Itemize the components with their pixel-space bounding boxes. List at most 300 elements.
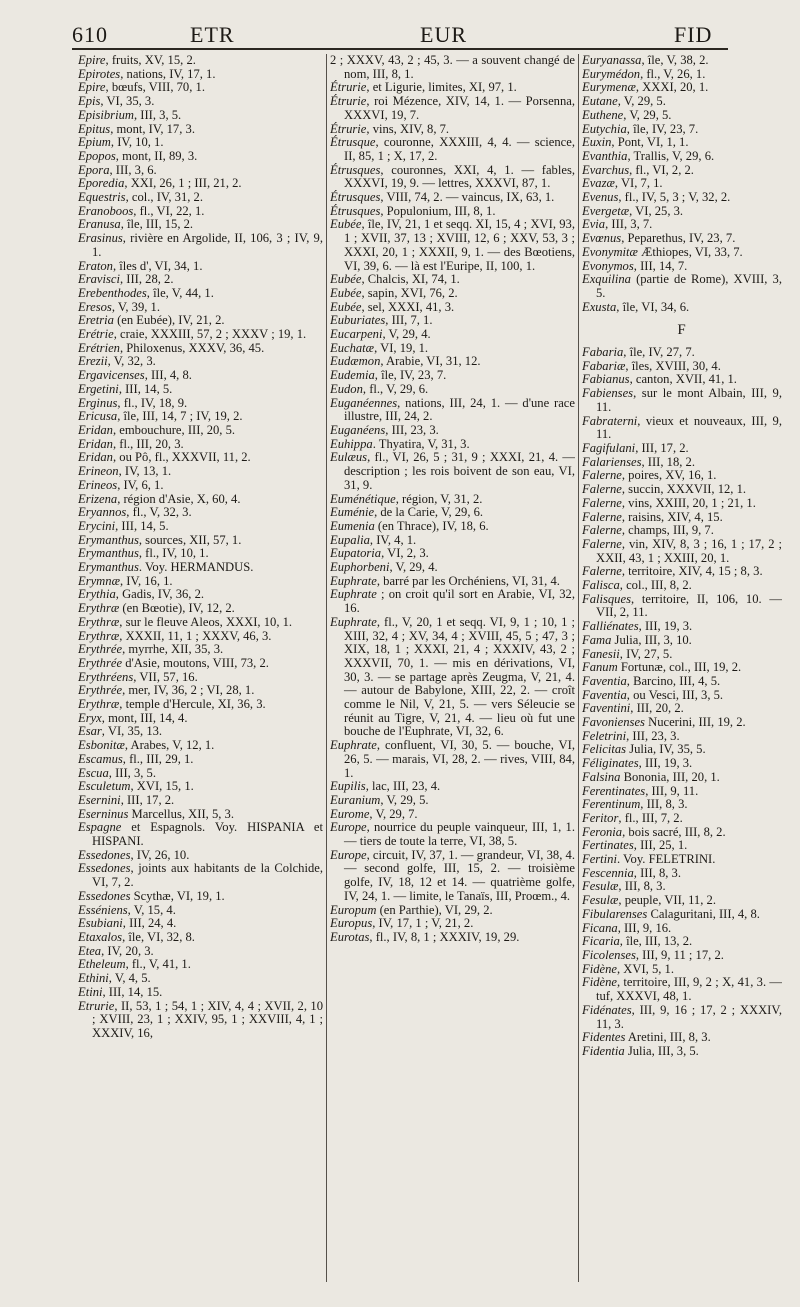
entry-headword: Espagne [78, 820, 122, 835]
entry-references: , fl., IV, 10, 1. [138, 546, 209, 561]
index-entry [582, 81, 782, 95]
index-entry [330, 561, 575, 575]
index-entry [582, 880, 782, 894]
entry-headword: Eumenia [330, 518, 375, 533]
index-entry [582, 442, 782, 456]
entry-references: , III, 3, 5. [133, 107, 182, 122]
index-entry [330, 917, 575, 931]
index-entry [330, 369, 575, 383]
entry-headword: Ficaria [582, 934, 620, 949]
entry-headword: Eranoboos [78, 203, 134, 218]
entry-references: , mont, III, 14, 4. [101, 710, 188, 725]
index-entry [582, 497, 782, 511]
entry-references: , IV, 20, 3. [101, 943, 154, 958]
entry-headword: Exquilina [582, 272, 631, 287]
entry-headword: Evonymos [582, 258, 634, 273]
index-entry [582, 894, 782, 908]
entry-references: , île, IV, 23, 7. [374, 368, 447, 383]
entry-references: , VI, 7, 1. [614, 176, 663, 191]
entry-references: . Thyatira, V, 31, 3. [372, 436, 470, 451]
entry-headword: Falsina [582, 769, 621, 784]
entry-headword: Euthene [582, 107, 624, 122]
index-entry [78, 1000, 323, 1041]
entry-headword: Euménétique [330, 491, 396, 506]
entry-headword: Europus [330, 916, 373, 931]
entry-headword: Eubée [330, 285, 362, 300]
entry-references: , III, 17, 2. [120, 792, 175, 807]
entry-headword: Fabraterni [582, 413, 638, 428]
index-entry [330, 931, 575, 945]
index-entry [582, 95, 782, 109]
entry-references: , III, 24, 4. [122, 916, 177, 931]
entry-headword: Fidène [582, 975, 617, 990]
column-divider [578, 54, 579, 1282]
index-entry [582, 1045, 782, 1059]
page-number: 610 [72, 22, 108, 47]
entry-references: d'Asie, moutons, VIII, 73, 2. [122, 655, 269, 670]
index-entry [78, 68, 323, 82]
entry-references: . Voy. HERMANDUS. [138, 560, 254, 575]
entry-headword: Fibularenses [582, 906, 648, 921]
entry-headword: Erymanthus [78, 560, 139, 575]
entry-headword: Ferentinates [582, 783, 646, 798]
entry-headword: Esséniens [78, 902, 128, 917]
index-entry [582, 593, 782, 620]
entry-headword: Erythrée [78, 642, 123, 657]
index-entry [78, 287, 323, 301]
entry-headword: Feritor [582, 810, 619, 825]
index-entry [78, 109, 323, 123]
entry-references: , III, 28, 2. [119, 272, 174, 287]
index-entry [330, 493, 575, 507]
index-entry [78, 821, 323, 848]
index-entry [582, 246, 782, 260]
index-entry [582, 205, 782, 219]
index-entry [582, 839, 782, 853]
entry-headword: Fabaria [582, 345, 624, 360]
entry-headword: Falliénates [582, 619, 639, 634]
entry-references: , VI, 25, 3. [629, 203, 684, 218]
entry-headword: Euhippa [330, 436, 373, 451]
entry-references: , III, 18, 2. [641, 454, 695, 469]
entry-headword: Erétrien [78, 340, 120, 355]
entry-references: , III, 8, 3. [618, 879, 666, 894]
entry-references: , col., IV, 31, 2. [125, 190, 204, 205]
entry-references: , mont, II, 89, 3. [115, 148, 198, 163]
entry-headword: Erineon [78, 464, 119, 479]
entry-references: , île, VI, 32, 8. [122, 930, 195, 944]
index-entry [330, 821, 575, 848]
entry-headword: Erymanthus [78, 532, 139, 547]
entry-headword: Eubée [330, 217, 362, 232]
entry-headword: Episibrium [78, 107, 134, 122]
column-1-heading: ETR [190, 22, 235, 47]
index-entry [78, 314, 323, 328]
entry-headword: Euphrate [330, 573, 377, 588]
entry-headword: Eserninus [78, 806, 129, 821]
entry-references: , île, V, 44, 1. [146, 285, 214, 300]
index-entry [78, 986, 323, 1000]
entry-references: , couronnes, XXI, 4, 1. — fables, XXXVI, 19, 9. — lettres, XXXVI, 87, 1. [344, 162, 575, 191]
index-entry [582, 218, 782, 232]
entry-headword: Eridan [78, 422, 113, 437]
index-entry [78, 54, 323, 68]
entry-headword: Equestris [78, 190, 126, 205]
entry-references: Nucerini, III, 19, 2. [644, 715, 746, 730]
entry-headword: Euménie [330, 505, 375, 520]
entry-headword: Esernini [78, 792, 121, 807]
index-entry [78, 602, 323, 616]
entry-headword: Europe [330, 820, 367, 835]
index-entry [330, 794, 575, 808]
entry-references: , V, 29, 4. [389, 560, 438, 575]
entry-references: Julia, III, 3, 10. [611, 632, 692, 647]
entry-headword: Eucarpeni [330, 327, 383, 342]
entry-references: (partie de Rome), XVIII, 3, 5. [596, 272, 782, 300]
index-entry [582, 109, 782, 123]
entry-references: , île, III, 15, 2. [120, 217, 194, 232]
index-entry [582, 785, 782, 799]
entry-references: , îles, XVIII, 30, 4. [625, 358, 721, 373]
entry-headword: Erythia [78, 587, 116, 602]
index-entry [78, 205, 323, 219]
entry-references: , mer, IV, 36, 2 ; VI, 28, 1. [122, 683, 255, 698]
entry-references: , III, 9, 16 ; 17, 2 ; XXXIV, 11, 3. [596, 1002, 782, 1031]
entry-references: , sources, XII, 57, 1. [138, 532, 242, 547]
entry-references: Bononia, III, 20, 1. [620, 769, 720, 784]
index-entry [78, 616, 323, 630]
entry-headword: Féliginates [582, 756, 639, 771]
entry-references: , roi Mézence, XIV, 14, 1. — Porsenna, XXXVI, 19, 7. [344, 94, 575, 122]
entry-references: , col., III, 8, 2. [619, 578, 692, 593]
entry-references: , IV, 17, 1 ; V, 21, 2. [372, 916, 474, 931]
entry-references: , joints aux habitants de la Colchide, VI, 7, 2. [92, 861, 323, 890]
index-entry [78, 164, 323, 178]
index-entry [582, 273, 782, 300]
entry-references: , vin, XIV, 8, 3 ; 16, 1 ; 17, 2 ; XXII, 43, 1 ; XXIII, 20, 1. [596, 536, 782, 565]
entry-references: Æthiopes, VI, 33, 7. [637, 244, 743, 259]
entry-headword: Eupalia [330, 532, 370, 547]
entry-references: , III, 8, 3. [633, 865, 681, 880]
entry-headword: Ferentinum [582, 797, 641, 812]
index-entry [330, 438, 575, 452]
entry-references: , VI, 19, 1. [374, 340, 429, 355]
entry-headword: Erycini [78, 518, 116, 533]
index-entry [582, 260, 782, 274]
entry-references: et Espagnols. Voy. HISPANIA et HISPANI. [92, 820, 323, 849]
entry-references: , région, V, 31, 2. [395, 491, 483, 506]
entry-headword: Falerne [582, 523, 622, 538]
entry-references: , sel, XXXI, 41, 3. [361, 299, 455, 314]
index-entry [78, 630, 323, 644]
entry-references: , sapin, XVI, 76, 2. [361, 285, 458, 300]
index-entry [582, 771, 782, 785]
entry-references: , territoire, XIV, 4, 15 ; 8, 3. [621, 564, 763, 579]
entry-headword: Fidénates [582, 1002, 632, 1017]
entry-references: , fl., V, 26, 1. [640, 66, 706, 81]
index-entry [330, 314, 575, 328]
entry-references: Marcellus, XII, 5, 3. [128, 806, 234, 821]
index-entry [78, 698, 323, 712]
entry-references: , V, 32, 3. [107, 354, 156, 369]
entry-headword: Euchatæ [330, 340, 375, 355]
entry-headword: Erythréens [78, 669, 134, 684]
entry-headword: Fescennia [582, 865, 634, 880]
column-divider [326, 54, 327, 1282]
entry-references: , V, 29, 5. [380, 792, 429, 807]
entry-headword: Étrusque [330, 135, 376, 150]
entry-headword: Euryanassa [582, 54, 642, 67]
entry-headword: Fidène [582, 961, 617, 976]
entry-references: , sur le fleuve Aleos, XXXI, 10, 1. [119, 614, 293, 629]
entry-headword: Euburiates [330, 313, 386, 328]
entry-headword: Falerne [582, 468, 622, 483]
index-entry [78, 575, 323, 589]
index-entry [330, 123, 575, 137]
index-entry [330, 808, 575, 822]
entry-references: , III, 3, 5. [108, 765, 156, 780]
entry-references: , fl., III, 7, 2. [618, 810, 683, 825]
entry-headword: Fidentes [582, 1030, 626, 1045]
index-entry [582, 373, 782, 387]
index-entry [330, 588, 575, 615]
entry-references: , fl., IV, 8, 1 ; XXXIV, 19, 29. [369, 930, 520, 944]
index-entry [330, 301, 575, 315]
index-entry [78, 725, 323, 739]
entry-headword: Epire [78, 54, 106, 67]
index-entry [582, 949, 782, 963]
entry-headword: Ficolenses [582, 948, 636, 962]
entry-headword: Euganéens [330, 422, 386, 437]
entry-references: , IV, 6, 1. [117, 477, 164, 492]
entry-headword: Eutychia [582, 121, 627, 136]
entry-references: , lac, III, 23, 4. [365, 779, 441, 794]
index-entry [78, 945, 323, 959]
entry-references: , III, 17, 2. [635, 440, 689, 455]
entry-references: , V, 29, 7. [369, 806, 418, 821]
index-entry [582, 1004, 782, 1031]
entry-headword: Eupilis [330, 779, 366, 794]
index-entry [582, 456, 782, 470]
index-entry [78, 739, 323, 753]
entry-headword: Eubée [330, 299, 362, 314]
entry-references: , fl., V, 29, 6. [362, 381, 429, 396]
entry-references: , Chalcis, XI, 74, 1. [361, 272, 460, 287]
index-entry [582, 123, 782, 137]
entry-headword: Falerne [582, 495, 622, 510]
index-entry [582, 1031, 782, 1045]
entry-references: , IV, 16, 1. [119, 573, 173, 588]
entry-headword: Eryx [78, 710, 102, 725]
entry-headword: Erythræ [78, 628, 120, 643]
entry-references: , fl., V, 32, 3. [126, 505, 192, 520]
entry-references: , bois sacré, III, 8, 2. [622, 824, 726, 839]
entry-headword: Erasinus [78, 231, 123, 246]
index-entry [330, 424, 575, 438]
entry-references: , fruits, XV, 15, 2. [105, 54, 196, 67]
index-entry [582, 743, 782, 757]
index-entry [582, 68, 782, 82]
index-entry [78, 342, 323, 356]
entry-references: , vieux et nouveaux, III, 9, 11. [596, 413, 782, 442]
entry-headword: Euphrate [330, 738, 377, 753]
entry-references: (en Eubée), IV, 21, 2. [113, 313, 225, 328]
entry-headword: Eurotas [330, 930, 370, 944]
entry-headword: Etaxalos [78, 930, 123, 944]
index-entry [582, 757, 782, 771]
entry-headword: Falarienses [582, 454, 642, 469]
header-rule [72, 48, 728, 50]
entry-references: , III, 9, 11 ; 17, 2. [635, 948, 724, 962]
index-entry [582, 661, 782, 675]
index-entry [78, 369, 323, 383]
entry-headword: Feronia [582, 824, 623, 839]
entry-references: , fl., VI, 22, 1. [133, 203, 205, 218]
index-entry [582, 908, 782, 922]
entry-references: , II, 53, 1 ; 54, 1 ; XIV, 4, 4 ; XVII, 2, 10 ; XVIII, 23, 1 ; XXIV, 95, 1 ; XXVIII, 4, 1 ; XXXIV, 16, [92, 998, 323, 1040]
entry-headword: Falerne [582, 536, 622, 551]
entry-headword: Evonymitæ [582, 244, 638, 259]
entry-references: , III, 4, 8. [144, 368, 192, 383]
entry-references: , territoire, II, 106, 10. — VII, 2, 11. [596, 591, 782, 620]
entry-headword: Epitus [78, 121, 111, 136]
entry-references: , territoire, III, 9, 2 ; X, 41, 3. — tuf, XXXVI, 48, 1. [596, 975, 782, 1004]
entry-references: , Philoxenus, XXXV, 36, 45. [119, 340, 265, 355]
entry-headword: Escua [78, 765, 109, 780]
entry-headword: Euphrate [330, 587, 377, 602]
index-entry [78, 890, 323, 904]
entry-headword: Étrurie [330, 80, 367, 95]
index-entry [330, 218, 575, 273]
index-entry [582, 826, 782, 840]
entry-references: , VI, 35, 3. [100, 94, 155, 109]
index-entry [582, 524, 782, 538]
entry-headword: Étrusques [330, 190, 381, 205]
entry-references: , région d'Asie, X, 60, 4. [117, 491, 241, 506]
entry-references: , de la Carie, V, 29, 6. [374, 505, 484, 520]
index-entry [330, 328, 575, 342]
entry-references: (en Parthie), VI, 29, 2. [376, 902, 493, 917]
entry-references: , V, 29, 5. [623, 107, 672, 122]
entry-headword: Erythræ [78, 697, 120, 712]
entry-references: Aretini, III, 8, 3. [625, 1030, 711, 1045]
entry-references: , île, IV, 23, 7. [626, 121, 699, 136]
entry-references: , Gadis, IV, 36, 2. [115, 587, 205, 602]
entry-headword: Exusta [582, 299, 617, 314]
index-entry [330, 383, 575, 397]
entry-references: , fl., IV, 18, 9. [117, 395, 188, 410]
index-entry [330, 54, 575, 81]
entry-references: , VI, 35, 13. [101, 724, 163, 739]
entry-references: , III, 3, 7. [605, 217, 653, 232]
entry-references: , île, V, 38, 2. [641, 54, 709, 67]
index-entry [330, 739, 575, 780]
entry-headword: Falisca [582, 578, 620, 593]
entry-headword: Epirotes [78, 66, 121, 81]
index-entry [582, 177, 782, 191]
entry-headword: Epopos [78, 148, 116, 163]
index-entry [330, 534, 575, 548]
entry-headword: Eridan [78, 450, 113, 465]
entry-references: , VI, 2, 3. [381, 546, 429, 561]
entry-references: , vins, XXIII, 20, 1 ; 21, 1. [621, 495, 756, 510]
entry-references: , ou Vesci, III, 3, 5. [626, 687, 724, 702]
index-entry [330, 205, 575, 219]
entry-references: , V, 15, 4. [127, 902, 176, 917]
index-column-1 [78, 54, 323, 1297]
entry-headword: Europum [330, 902, 377, 917]
section-letter: F [677, 322, 687, 339]
entry-headword: Fabianus [582, 372, 630, 387]
entry-headword: Erezii [78, 354, 108, 369]
entry-headword: Falerne [582, 564, 622, 579]
index-entry [78, 465, 323, 479]
entry-headword: Esubiani [78, 916, 123, 931]
entry-references: , ou Pô, fl., XXXVII, 11, 2. [112, 450, 251, 465]
entry-headword: Epis [78, 94, 101, 109]
index-entry [330, 136, 575, 163]
entry-headword: Fidentia [582, 1043, 625, 1058]
entry-references: , Trallis, V, 29, 6. [627, 148, 715, 163]
entry-references: , V, 29, 5. [617, 94, 666, 109]
entry-headword: Erythræ [78, 614, 120, 629]
index-entry [78, 931, 323, 945]
entry-headword: Erizena [78, 491, 118, 506]
entry-references: , vins, XIV, 8, 7. [366, 121, 450, 136]
index-entry [78, 862, 323, 889]
index-entry [582, 976, 782, 1003]
entry-headword: Falerne [582, 482, 622, 497]
index-entry [78, 123, 323, 137]
index-entry [582, 415, 782, 442]
entry-headword: Etheleum [78, 957, 126, 972]
entry-headword: Evanthia [582, 148, 628, 163]
entry-headword: Euranium [330, 792, 381, 807]
entry-headword: Eulæus [330, 450, 368, 465]
entry-references: , Barcino, III, 4, 5. [626, 673, 721, 688]
index-entry [78, 136, 323, 150]
entry-references: , III, 20, 2. [630, 701, 684, 716]
entry-references: ; on croit qu'il sort en Arabie, VI, 32, 16. [344, 587, 575, 616]
index-entry [78, 780, 323, 794]
entry-references: , rivière en Argolide, II, 106, 3 ; IV, 9, 1. [92, 231, 323, 259]
entry-references: Scythæ, VI, 19, 1. [130, 888, 225, 903]
index-entry [330, 780, 575, 794]
entry-headword: Erétrie [78, 327, 114, 342]
entry-references: , canton, XVII, 41, 1. [629, 372, 737, 387]
index-entry [582, 648, 782, 662]
entry-headword: Erythrée [78, 683, 123, 698]
entry-references: , temple d'Hercule, XI, 36, 3. [119, 697, 266, 712]
entry-headword: Felicitas [582, 742, 627, 757]
index-entry [78, 95, 323, 109]
entry-references: , peuple, VII, 11, 2. [618, 893, 716, 908]
index-entry [582, 301, 782, 315]
entry-headword: Erymnæ [78, 573, 120, 588]
index-entry [78, 355, 323, 369]
index-entry [582, 232, 782, 246]
index-entry [78, 972, 323, 986]
entry-headword: Etea [78, 943, 102, 958]
entry-references: , III, 14, 5. [115, 518, 169, 533]
index-entry [78, 218, 323, 232]
index-entry [582, 511, 782, 525]
index-entry [78, 81, 323, 95]
entry-references: , Peparethus, IV, 23, 7. [621, 231, 736, 246]
entry-references: , mont, IV, 17, 3. [110, 121, 195, 136]
entry-headword: Faventia [582, 687, 627, 702]
entry-references: , V, 39, 1. [111, 299, 161, 314]
